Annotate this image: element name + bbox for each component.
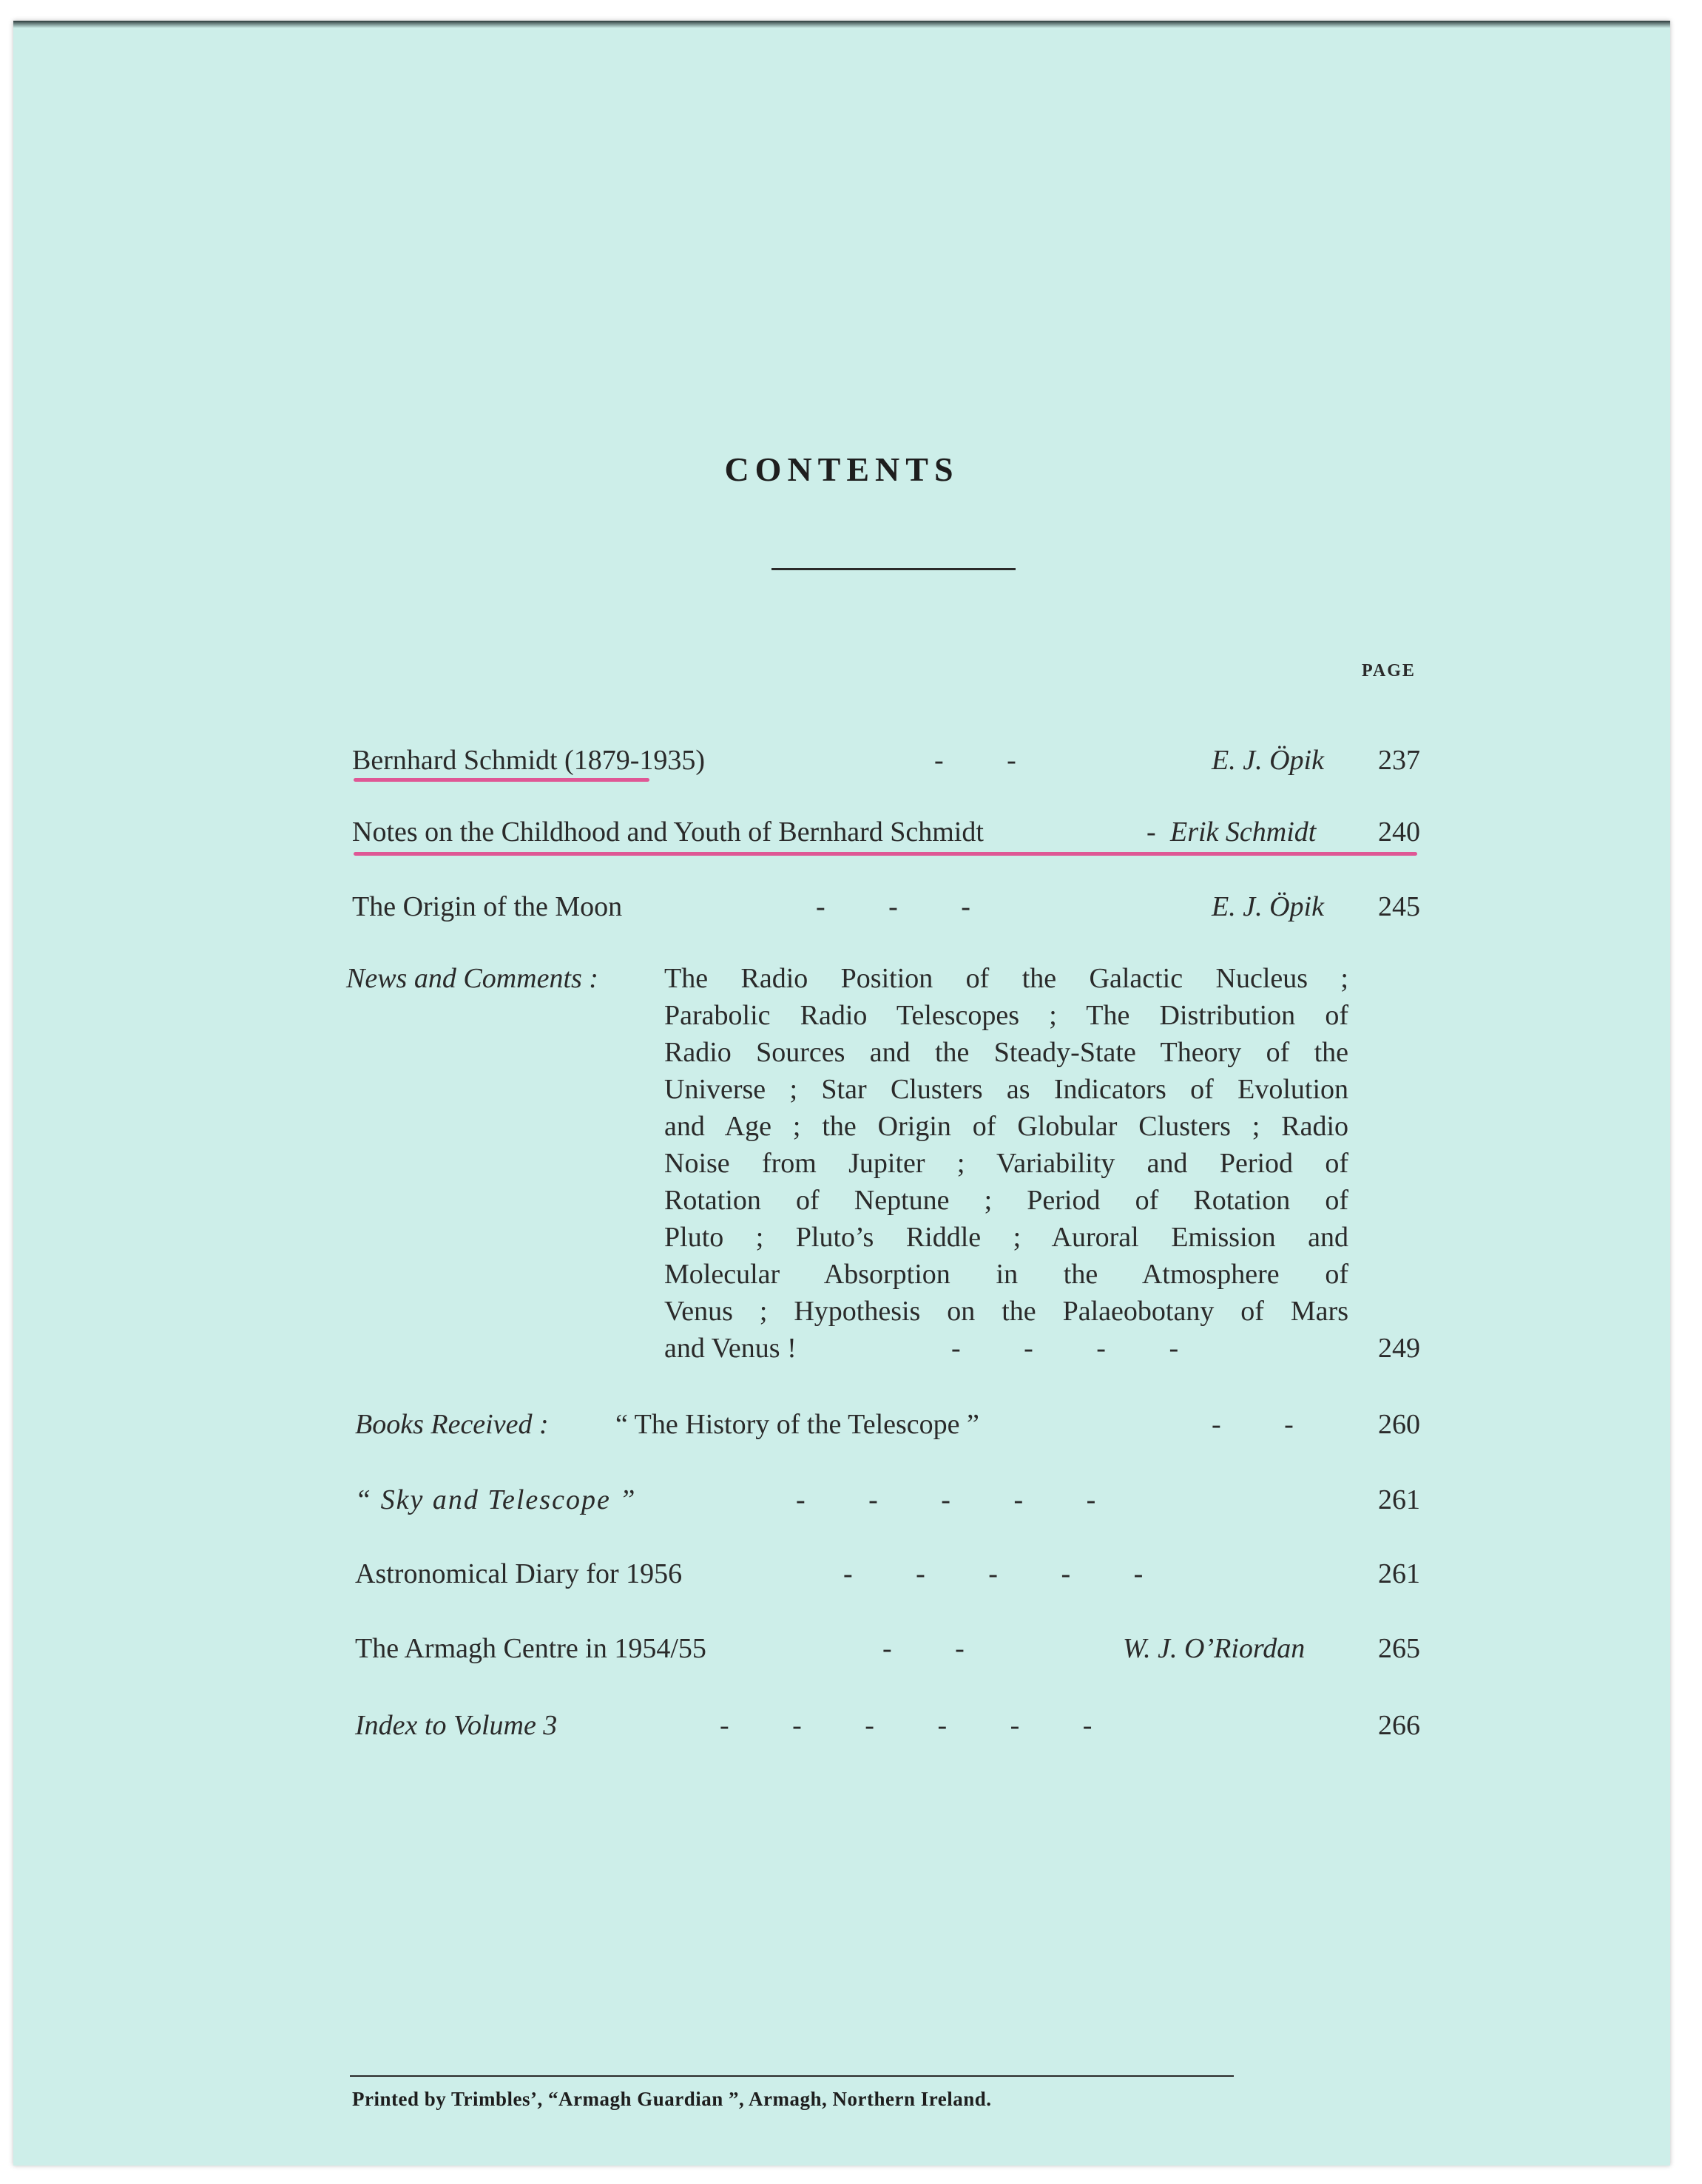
entry-leader: - - <box>934 745 1016 776</box>
news-line: and Age ; the Origin of Globular Clusters ; Radio <box>664 1111 1348 1142</box>
news-line: Parabolic Radio Telescopes ; The Distribution of <box>664 1000 1348 1031</box>
entry-author: W. J. O’Riordan <box>1123 1633 1306 1664</box>
entry-title: Bernhard Schmidt (1879-1935) <box>352 745 706 776</box>
entry-title: Index to Volume 3 <box>355 1710 558 1741</box>
news-line: and Venus ! <box>664 1333 797 1364</box>
news-label: News and Comments : <box>346 963 598 994</box>
entry-leader: - - - <box>816 891 970 922</box>
entry-leader: - - <box>1212 1409 1294 1440</box>
news-line: Rotation of Neptune ; Period of Rotation of <box>664 1185 1348 1216</box>
entry-leader: - - - - - - <box>720 1710 1093 1741</box>
footer-rule <box>350 2075 1234 2077</box>
entry-leader: - - <box>882 1633 965 1664</box>
entry-page: 266 <box>1378 1710 1420 1741</box>
news-line: Universe ; Star Clusters as Indicators of Evolution <box>664 1074 1348 1105</box>
entry-leader: - - - - - <box>796 1484 1096 1515</box>
entry-leader: - - - - - <box>843 1558 1144 1589</box>
news-line: Venus ; Hypothesis on the Palaeobotany of Mars <box>664 1296 1348 1327</box>
news-body[interactable] <box>664 960 1348 1330</box>
news-line: Molecular Absorption in the Atmosphere of <box>664 1259 1348 1290</box>
entry-page: 237 <box>1378 745 1420 776</box>
entry-page: 245 <box>1378 891 1420 922</box>
highlight-underline <box>354 778 649 782</box>
entry-page: 261 <box>1378 1484 1420 1515</box>
entry-author: E. J. Öpik <box>1212 745 1324 776</box>
entry-page: 249 <box>1378 1333 1420 1364</box>
entry-title: “ Sky and Telescope ” <box>355 1484 637 1515</box>
news-line: The Radio Position of the Galactic Nucleus ; <box>664 963 1348 994</box>
entry-page: 265 <box>1378 1633 1420 1664</box>
heading-rule <box>771 568 1016 570</box>
printer-imprint: Printed by Trimbles’, “Armagh Guardian ”, Armagh, Northern Ireland. <box>352 2088 992 2110</box>
entry-title: The Armagh Centre in 1954/55 <box>355 1633 706 1664</box>
entry-page: 261 <box>1378 1558 1420 1589</box>
page-column-label: PAGE <box>1362 661 1416 680</box>
highlight-underline <box>354 852 1417 856</box>
entry-title: Notes on the Childhood and Youth of Bernhard Schmidt <box>352 817 984 848</box>
entry-title: Astronomical Diary for 1956 <box>355 1558 683 1589</box>
entry-author: Erik Schmidt <box>1170 817 1317 848</box>
news-line: Pluto ; Pluto’s Riddle ; Auroral Emission and <box>664 1222 1348 1253</box>
contents-heading: CONTENTS <box>724 450 959 488</box>
entry-title: Books Received : <box>355 1409 549 1440</box>
entry-author: E. J. Öpik <box>1212 891 1324 922</box>
contents-page <box>13 21 1670 2166</box>
news-line: Radio Sources and the Steady-State Theory of the <box>664 1037 1348 1068</box>
page-edge-shadow <box>13 21 1670 28</box>
news-line: Noise from Jupiter ; Variability and Period of <box>664 1148 1348 1179</box>
entry-page: 260 <box>1378 1409 1420 1440</box>
entry-title: The Origin of the Moon <box>352 891 623 922</box>
entry-leader: - <box>1147 817 1156 848</box>
entry-subtitle: “ The History of the Telescope ” <box>615 1409 979 1440</box>
entry-leader: - - - - <box>951 1333 1179 1364</box>
entry-page: 240 <box>1378 817 1420 848</box>
